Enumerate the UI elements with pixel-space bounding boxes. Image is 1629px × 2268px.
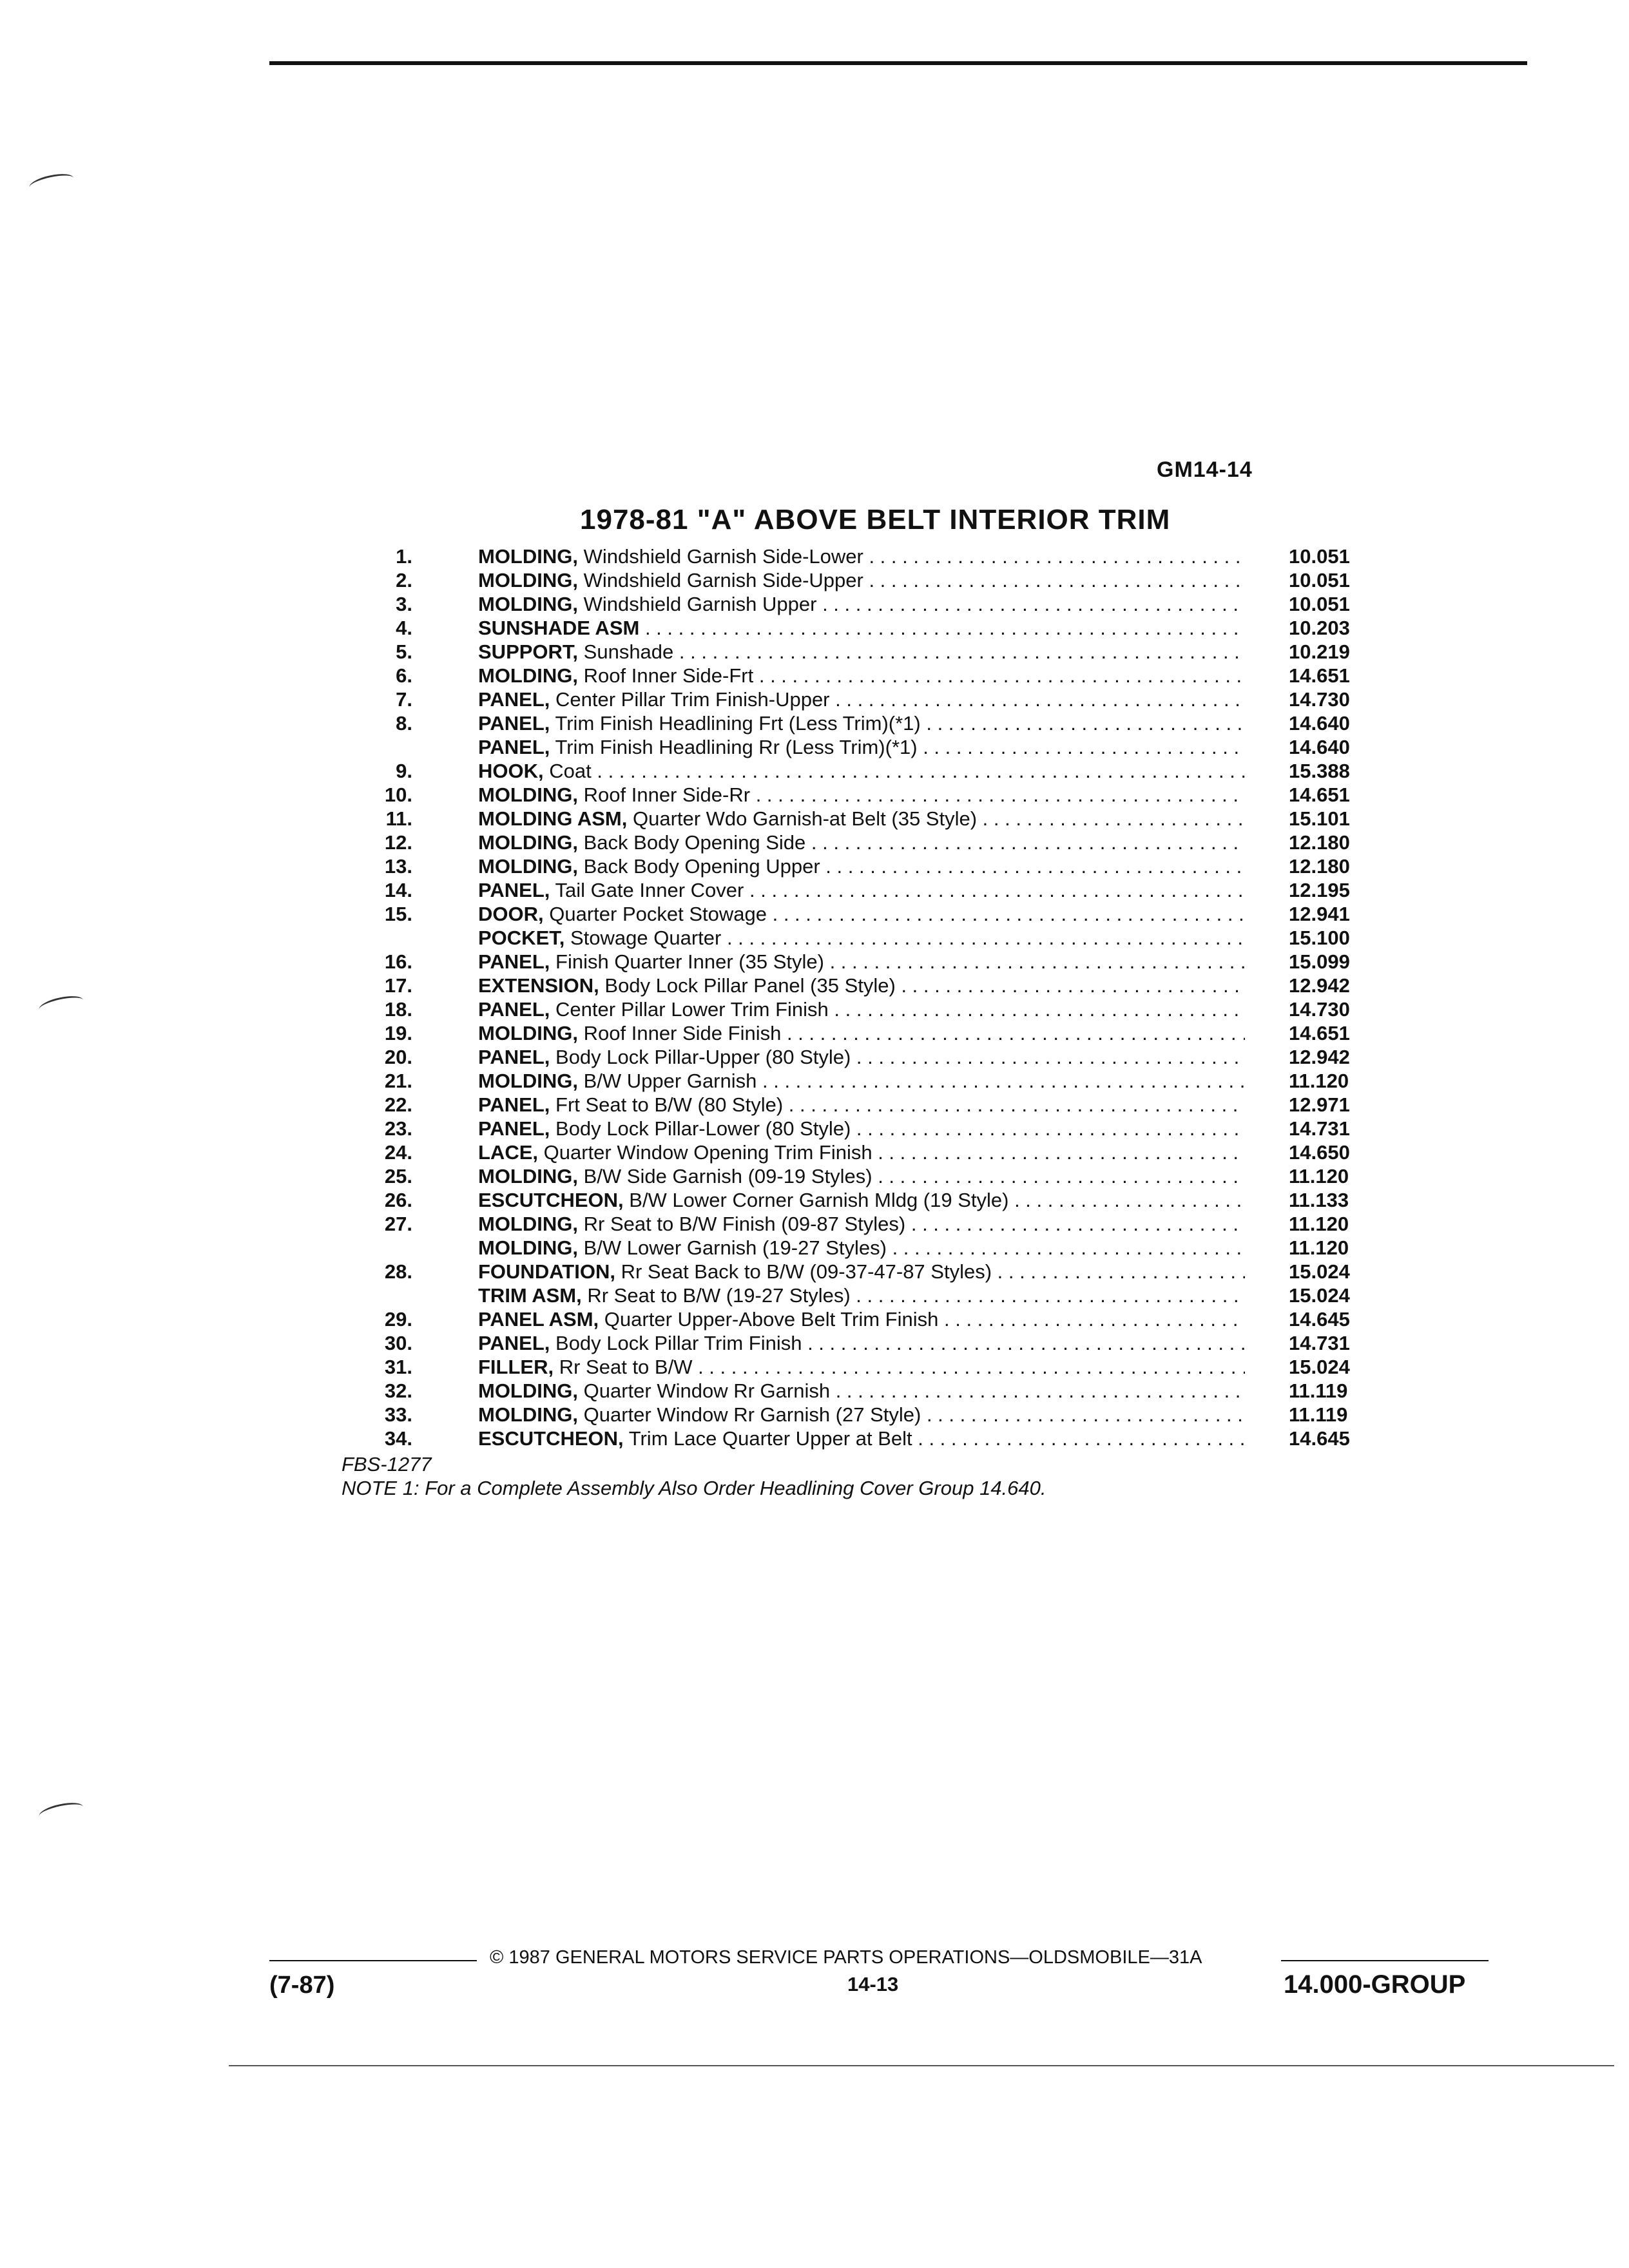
parts-row <box>335 1069 1366 1093</box>
part-description <box>478 1331 1245 1355</box>
part-description <box>478 1069 1245 1093</box>
part-name: MOLDING, <box>478 1379 578 1402</box>
part-name: ESCUTCHEON, <box>478 1427 624 1450</box>
parts-row <box>335 1236 1366 1260</box>
scan-mark <box>37 993 84 1017</box>
part-description <box>478 1355 1245 1379</box>
part-name: MOLDING, <box>478 831 578 854</box>
part-detail: Quarter Upper-Above Belt Trim Finish <box>604 1308 939 1331</box>
parts-row <box>335 902 1366 926</box>
part-name: PANEL, <box>478 950 550 973</box>
part-name: PANEL, <box>478 712 550 735</box>
footer-rule-left <box>269 1960 477 1961</box>
part-number: 1. <box>396 545 412 568</box>
parts-list <box>335 544 1366 1450</box>
part-description <box>478 1188 1245 1212</box>
part-description <box>478 1045 1245 1069</box>
parts-row <box>335 1283 1366 1307</box>
group-reference: 12.180 <box>1289 855 1350 878</box>
part-name: MOLDING, <box>478 1403 578 1426</box>
part-name: FILLER, <box>478 1356 554 1378</box>
group-reference: 12.180 <box>1289 831 1350 854</box>
part-detail: B/W Upper Garnish <box>583 1070 757 1092</box>
part-name: PANEL, <box>478 736 550 758</box>
group-reference: 11.133 <box>1289 1189 1349 1211</box>
group-reference: 12.195 <box>1289 879 1350 901</box>
part-name: MOLDING, <box>478 783 578 806</box>
part-name: MOLDING, <box>478 664 578 687</box>
footer-page-number: 14-13 <box>847 1973 899 1995</box>
part-number: 30. <box>384 1332 412 1354</box>
part-number: 10. <box>384 783 412 806</box>
part-number: 4. <box>396 617 412 639</box>
group-reference: 10.203 <box>1289 617 1350 639</box>
bottom-rule <box>229 2065 1614 2066</box>
part-number: 18. <box>384 998 412 1021</box>
group-reference: 11.120 <box>1289 1165 1349 1187</box>
part-description <box>478 1117 1245 1140</box>
parts-row <box>335 544 1366 568</box>
group-reference: 15.099 <box>1289 950 1350 973</box>
parts-row <box>335 735 1366 759</box>
part-detail: Quarter Window Rr Garnish (27 Style) <box>583 1403 921 1426</box>
group-reference: 11.120 <box>1289 1213 1349 1235</box>
group-reference: 14.645 <box>1289 1427 1350 1450</box>
group-reference: 11.119 <box>1289 1379 1348 1402</box>
parts-row <box>335 1117 1366 1140</box>
scan-mark <box>37 1800 84 1823</box>
part-description <box>478 807 1245 831</box>
part-number: 8. <box>396 712 412 735</box>
part-number: 21. <box>384 1070 412 1092</box>
parts-row <box>335 974 1366 997</box>
part-description <box>478 1164 1245 1188</box>
part-number: 24. <box>384 1141 412 1164</box>
part-number: 3. <box>396 593 412 615</box>
part-name: PANEL ASM, <box>478 1308 599 1331</box>
parts-row <box>335 1140 1366 1164</box>
parts-row <box>335 640 1366 664</box>
footer-rule-right <box>1281 1960 1489 1961</box>
part-number: 20. <box>384 1046 412 1068</box>
part-number: 14. <box>384 879 412 901</box>
parts-row <box>335 568 1366 592</box>
group-reference: 14.640 <box>1289 736 1350 758</box>
part-detail: Roof Inner Side Finish <box>583 1022 782 1044</box>
part-name: SUPPORT, <box>478 640 579 663</box>
part-description <box>478 1140 1245 1164</box>
parts-row <box>335 1093 1366 1117</box>
part-description <box>478 544 1245 568</box>
group-reference: 14.731 <box>1289 1117 1350 1140</box>
group-reference: 10.051 <box>1289 545 1350 568</box>
part-number: 33. <box>384 1403 412 1426</box>
part-description <box>478 854 1245 878</box>
part-name: LACE, <box>478 1141 538 1164</box>
group-reference: 15.388 <box>1289 760 1350 782</box>
part-description <box>478 687 1245 711</box>
part-description <box>478 1283 1245 1307</box>
part-description <box>478 735 1245 759</box>
part-name: PANEL, <box>478 1332 550 1354</box>
part-name: TRIM ASM, <box>478 1284 582 1307</box>
parts-row <box>335 1331 1366 1355</box>
parts-row <box>335 1188 1366 1212</box>
group-reference: 10.051 <box>1289 593 1350 615</box>
part-detail: Body Lock Pillar-Upper (80 Style) <box>555 1046 851 1068</box>
part-detail: Rr Seat Back to B/W (09-37-47-87 Styles) <box>621 1260 992 1283</box>
part-detail: Quarter Pocket Stowage <box>549 903 767 925</box>
part-number: 34. <box>384 1427 412 1450</box>
part-number: 23. <box>384 1117 412 1140</box>
part-name: PANEL, <box>478 1117 550 1140</box>
part-name: SUNSHADE ASM <box>478 617 640 639</box>
part-number: 22. <box>384 1093 412 1116</box>
part-description <box>478 926 1245 950</box>
part-description <box>478 1403 1245 1427</box>
group-reference: 14.730 <box>1289 998 1350 1021</box>
group-reference: 15.100 <box>1289 927 1350 949</box>
part-name: FOUNDATION, <box>478 1260 615 1283</box>
part-detail: Coat <box>549 760 592 782</box>
part-number: 25. <box>384 1165 412 1187</box>
part-detail: Back Body Opening Upper <box>583 855 820 878</box>
part-description <box>478 902 1245 926</box>
group-reference: 11.120 <box>1289 1236 1349 1259</box>
part-description <box>478 1212 1245 1236</box>
part-name: PANEL, <box>478 688 550 711</box>
part-detail: B/W Side Garnish (09-19 Styles) <box>583 1165 872 1187</box>
part-name: PANEL, <box>478 998 550 1021</box>
part-number: 13. <box>384 855 412 878</box>
footer-group: 14.000-GROUP <box>1284 1970 1466 1999</box>
part-name: DOOR, <box>478 903 544 925</box>
parts-row <box>335 1355 1366 1379</box>
part-name: MOLDING, <box>478 1022 578 1044</box>
top-rule <box>269 61 1527 65</box>
part-number: 11. <box>385 807 412 830</box>
parts-row <box>335 1045 1366 1069</box>
part-description <box>478 1427 1245 1450</box>
parts-row <box>335 997 1366 1021</box>
scan-mark <box>28 171 75 195</box>
part-name: HOOK, <box>478 760 544 782</box>
part-description <box>478 616 1245 640</box>
part-description <box>478 664 1245 687</box>
part-description <box>478 1093 1245 1117</box>
part-description <box>478 950 1245 974</box>
part-number: 6. <box>396 664 412 687</box>
parts-row <box>335 831 1366 854</box>
part-description <box>478 997 1245 1021</box>
parts-row <box>335 878 1366 902</box>
part-detail: Quarter Wdo Garnish-at Belt (35 Style) <box>632 807 978 830</box>
part-description <box>478 568 1245 592</box>
group-reference: 15.024 <box>1289 1356 1350 1378</box>
part-detail: Rr Seat to B/W (19-27 Styles) <box>587 1284 851 1307</box>
part-name: MOLDING, <box>478 545 578 568</box>
group-reference: 12.942 <box>1289 974 1350 997</box>
group-reference: 15.101 <box>1289 807 1350 830</box>
part-number: 32. <box>384 1379 412 1402</box>
part-detail: Quarter Window Rr Garnish <box>583 1379 831 1402</box>
group-reference: 12.971 <box>1289 1093 1350 1116</box>
part-name: MOLDING, <box>478 1070 578 1092</box>
part-detail: Rr Seat to B/W <box>559 1356 693 1378</box>
part-detail: Center Pillar Lower Trim Finish <box>555 998 829 1021</box>
part-detail: Windshield Garnish Side-Upper <box>583 569 863 591</box>
part-description <box>478 1379 1245 1403</box>
part-description <box>478 759 1245 783</box>
part-description <box>478 878 1245 902</box>
parts-row <box>335 1260 1366 1283</box>
part-number: 28. <box>384 1260 412 1283</box>
part-detail: Trim Finish Headlining Frt (Less Trim)(*1) <box>555 712 921 735</box>
parts-row <box>335 1164 1366 1188</box>
parts-row <box>335 807 1366 831</box>
group-reference: 14.730 <box>1289 688 1350 711</box>
part-detail: Windshield Garnish Side-Lower <box>583 545 863 568</box>
group-reference: 10.051 <box>1289 569 1350 591</box>
part-name: MOLDING, <box>478 1213 578 1235</box>
part-name: MOLDING, <box>478 1165 578 1187</box>
part-description <box>478 1260 1245 1283</box>
part-detail: Roof Inner Side-Frt <box>583 664 754 687</box>
parts-row <box>335 854 1366 878</box>
part-description <box>478 711 1245 735</box>
parts-row <box>335 592 1366 616</box>
part-number: 27. <box>384 1213 412 1235</box>
group-reference: 15.024 <box>1289 1260 1350 1283</box>
part-number: 9. <box>396 760 412 782</box>
note-1: NOTE 1: For a Complete Assembly Also Order Headlining Cover Group 14.640. <box>342 1477 1046 1499</box>
part-name: PANEL, <box>478 1046 550 1068</box>
part-detail: B/W Lower Garnish (19-27 Styles) <box>583 1236 887 1259</box>
part-description <box>478 640 1245 664</box>
page-title: 1978-81 "A" ABOVE BELT INTERIOR TRIM <box>580 504 1171 535</box>
parts-row <box>335 950 1366 974</box>
group-reference: 11.120 <box>1289 1070 1349 1092</box>
part-detail: Tail Gate Inner Cover <box>555 879 744 901</box>
group-reference: 12.942 <box>1289 1046 1350 1068</box>
group-reference: 14.645 <box>1289 1308 1350 1331</box>
part-number: 16. <box>384 950 412 973</box>
part-name: PANEL, <box>478 1093 550 1116</box>
page-code: GM14-14 <box>1157 457 1253 482</box>
part-name: POCKET, <box>478 927 565 949</box>
group-reference: 14.640 <box>1289 712 1350 735</box>
group-reference: 11.119 <box>1289 1403 1348 1426</box>
parts-row <box>335 687 1366 711</box>
part-detail: Frt Seat to B/W (80 Style) <box>555 1093 784 1116</box>
part-name: MOLDING, <box>478 1236 578 1259</box>
part-description <box>478 1236 1245 1260</box>
part-name: MOLDING, <box>478 593 578 615</box>
part-number: 5. <box>396 640 412 663</box>
parts-row <box>335 616 1366 640</box>
part-description <box>478 1021 1245 1045</box>
part-detail: Finish Quarter Inner (35 Style) <box>555 950 824 973</box>
part-description <box>478 831 1245 854</box>
part-name: MOLDING, <box>478 569 578 591</box>
parts-row <box>335 1307 1366 1331</box>
part-name: EXTENSION, <box>478 974 599 997</box>
part-detail: Windshield Garnish Upper <box>583 593 817 615</box>
parts-row <box>335 759 1366 783</box>
part-number: 19. <box>384 1022 412 1044</box>
part-detail: Body Lock Pillar Panel (35 Style) <box>604 974 896 997</box>
part-description <box>478 592 1245 616</box>
group-reference: 10.219 <box>1289 640 1350 663</box>
group-reference: 14.731 <box>1289 1332 1350 1354</box>
part-number: 29. <box>384 1308 412 1331</box>
part-detail: Trim Lace Quarter Upper at Belt <box>628 1427 912 1450</box>
part-description <box>478 783 1245 807</box>
group-reference: 15.024 <box>1289 1284 1350 1307</box>
part-name: MOLDING, <box>478 855 578 878</box>
group-reference: 14.651 <box>1289 783 1350 806</box>
part-number: 26. <box>384 1189 412 1211</box>
footer-copyright: © 1987 GENERAL MOTORS SERVICE PARTS OPERATIONS—OLDSMOBILE—31A <box>490 1947 1202 1968</box>
part-number: 12. <box>384 831 412 854</box>
part-name: MOLDING ASM, <box>478 807 628 830</box>
part-detail: Back Body Opening Side <box>583 831 806 854</box>
group-reference: 14.651 <box>1289 1022 1350 1044</box>
part-description <box>478 1307 1245 1331</box>
part-detail: Center Pillar Trim Finish-Upper <box>555 688 830 711</box>
part-detail: Roof Inner Side-Rr <box>583 783 751 806</box>
part-number: 7. <box>396 688 412 711</box>
group-reference: 14.650 <box>1289 1141 1350 1164</box>
parts-row <box>335 783 1366 807</box>
part-number: 2. <box>396 569 412 591</box>
parts-row <box>335 1427 1366 1450</box>
part-detail: Body Lock Pillar-Lower (80 Style) <box>555 1117 851 1140</box>
part-description <box>478 974 1245 997</box>
figure-reference: FBS-1277 <box>342 1453 432 1475</box>
part-number: 15. <box>384 903 412 925</box>
part-detail: Rr Seat to B/W Finish (09-87 Styles) <box>583 1213 906 1235</box>
footer-date: (7-87) <box>269 1972 335 1999</box>
group-reference: 14.651 <box>1289 664 1350 687</box>
part-number: 31. <box>384 1356 412 1378</box>
part-name: ESCUTCHEON, <box>478 1189 624 1211</box>
group-reference: 12.941 <box>1289 903 1350 925</box>
part-name: PANEL, <box>478 879 550 901</box>
part-detail: B/W Lower Corner Garnish Mldg (19 Style) <box>629 1189 1009 1211</box>
parts-row <box>335 1379 1366 1403</box>
part-detail: Stowage Quarter <box>570 927 722 949</box>
part-detail: Body Lock Pillar Trim Finish <box>555 1332 802 1354</box>
parts-row <box>335 1403 1366 1427</box>
part-detail: Quarter Window Opening Trim Finish <box>543 1141 872 1164</box>
parts-row <box>335 1212 1366 1236</box>
part-detail: Trim Finish Headlining Rr (Less Trim)(*1) <box>555 736 918 758</box>
parts-row <box>335 926 1366 950</box>
parts-row <box>335 664 1366 687</box>
parts-row <box>335 1021 1366 1045</box>
parts-row <box>335 711 1366 735</box>
part-number: 17. <box>384 974 412 997</box>
part-detail: Sunshade <box>583 640 674 663</box>
